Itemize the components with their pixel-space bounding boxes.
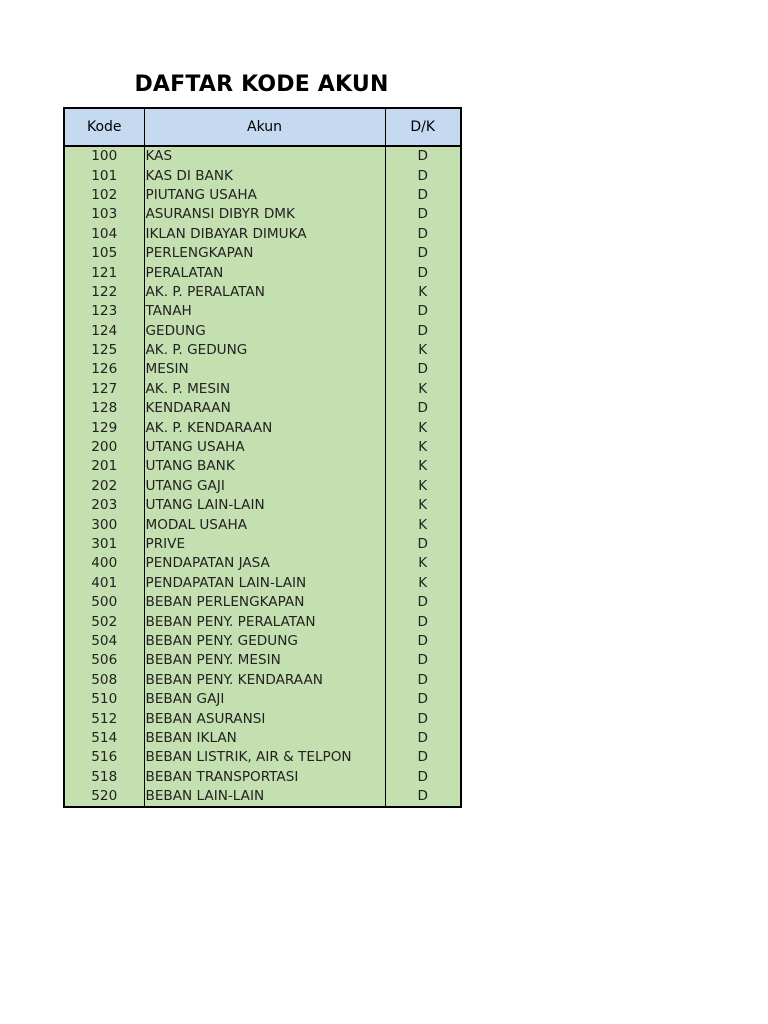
account-name-cell: KENDARAAN — [144, 399, 385, 418]
account-name-cell: BEBAN GAJI — [144, 690, 385, 709]
account-code-cell: 103 — [64, 205, 144, 224]
table-row — [64, 729, 461, 748]
account-name-cell: UTANG LAIN-LAIN — [144, 496, 385, 515]
account-name-cell: AK. P. KENDARAAN — [144, 418, 385, 437]
account-name-cell: AK. P. GEDUNG — [144, 341, 385, 360]
account-code-table — [63, 107, 462, 808]
account-name-cell: BEBAN LAIN-LAIN — [144, 787, 385, 807]
account-code-cell: 125 — [64, 341, 144, 360]
debit-credit-cell: D — [385, 593, 461, 612]
account-code-cell: 301 — [64, 535, 144, 554]
table-row — [64, 225, 461, 244]
debit-credit-cell: K — [385, 283, 461, 302]
table-row — [64, 632, 461, 651]
account-code-cell: 127 — [64, 380, 144, 399]
debit-credit-cell: K — [385, 554, 461, 573]
account-code-cell: 126 — [64, 360, 144, 379]
account-name-cell: PENDAPATAN JASA — [144, 554, 385, 573]
account-name-cell: TANAH — [144, 302, 385, 321]
table-row — [64, 399, 461, 418]
debit-credit-cell: K — [385, 457, 461, 476]
debit-credit-cell: K — [385, 438, 461, 457]
debit-credit-cell: D — [385, 322, 461, 341]
table-row — [64, 612, 461, 631]
account-code-cell: 502 — [64, 612, 144, 631]
debit-credit-cell: D — [385, 244, 461, 263]
debit-credit-cell: D — [385, 535, 461, 554]
account-name-cell: AK. P. MESIN — [144, 380, 385, 399]
account-code-cell: 506 — [64, 651, 144, 670]
account-code-cell: 123 — [64, 302, 144, 321]
account-name-cell: BEBAN PENY. PERALATAN — [144, 612, 385, 631]
account-name-cell: UTANG GAJI — [144, 477, 385, 496]
page-title: DAFTAR KODE AKUN — [134, 72, 389, 97]
table-row — [64, 651, 461, 670]
table-row — [64, 438, 461, 457]
account-code-cell: 102 — [64, 186, 144, 205]
account-name-cell: KAS DI BANK — [144, 166, 385, 185]
account-name-cell: BEBAN PENY. KENDARAAN — [144, 671, 385, 690]
debit-credit-cell: K — [385, 515, 461, 534]
header-dk: D/K — [385, 108, 461, 146]
account-code-cell: 104 — [64, 225, 144, 244]
table-row — [64, 360, 461, 379]
account-code-cell: 520 — [64, 787, 144, 807]
table-row — [64, 671, 461, 690]
account-code-cell: 100 — [64, 146, 144, 166]
table-header — [64, 108, 461, 146]
account-name-cell: PERLENGKAPAN — [144, 244, 385, 263]
table-row — [64, 380, 461, 399]
debit-credit-cell: D — [385, 205, 461, 224]
table-row — [64, 302, 461, 321]
table-row — [64, 709, 461, 728]
table-row — [64, 322, 461, 341]
account-code-cell: 201 — [64, 457, 144, 476]
debit-credit-cell: K — [385, 477, 461, 496]
account-name-cell: GEDUNG — [144, 322, 385, 341]
account-code-cell: 105 — [64, 244, 144, 263]
table-row — [64, 477, 461, 496]
table-row — [64, 574, 461, 593]
debit-credit-cell: K — [385, 418, 461, 437]
table-row — [64, 186, 461, 205]
table-row — [64, 515, 461, 534]
account-name-cell: PERALATAN — [144, 263, 385, 282]
table-row — [64, 554, 461, 573]
account-name-cell: MESIN — [144, 360, 385, 379]
header-row — [64, 108, 461, 146]
debit-credit-cell: D — [385, 166, 461, 185]
account-code-cell: 129 — [64, 418, 144, 437]
table-row — [64, 457, 461, 476]
account-code-cell: 400 — [64, 554, 144, 573]
account-name-cell: UTANG USAHA — [144, 438, 385, 457]
account-code-cell: 300 — [64, 515, 144, 534]
debit-credit-cell: D — [385, 612, 461, 631]
table-row — [64, 166, 461, 185]
table-body — [64, 146, 461, 807]
table-row — [64, 418, 461, 437]
account-name-cell: BEBAN PENY. GEDUNG — [144, 632, 385, 651]
debit-credit-cell: D — [385, 748, 461, 767]
debit-credit-cell: K — [385, 341, 461, 360]
debit-credit-cell: D — [385, 186, 461, 205]
account-code-cell: 122 — [64, 283, 144, 302]
table-row — [64, 496, 461, 515]
account-name-cell: PENDAPATAN LAIN-LAIN — [144, 574, 385, 593]
account-code-cell: 512 — [64, 709, 144, 728]
debit-credit-cell: D — [385, 787, 461, 807]
account-code-cell: 121 — [64, 263, 144, 282]
account-code-cell: 101 — [64, 166, 144, 185]
debit-credit-cell: D — [385, 651, 461, 670]
debit-credit-cell: K — [385, 380, 461, 399]
table-row — [64, 690, 461, 709]
debit-credit-cell: D — [385, 729, 461, 748]
table-row — [64, 263, 461, 282]
account-code-cell: 510 — [64, 690, 144, 709]
debit-credit-cell: D — [385, 399, 461, 418]
debit-credit-cell: D — [385, 302, 461, 321]
debit-credit-cell: D — [385, 225, 461, 244]
account-name-cell: IKLAN DIBAYAR DIMUKA — [144, 225, 385, 244]
account-name-cell: BEBAN TRANSPORTASI — [144, 768, 385, 787]
table-row — [64, 787, 461, 807]
account-name-cell: PIUTANG USAHA — [144, 186, 385, 205]
account-name-cell: BEBAN IKLAN — [144, 729, 385, 748]
debit-credit-cell: D — [385, 263, 461, 282]
debit-credit-cell: D — [385, 709, 461, 728]
table-row — [64, 341, 461, 360]
account-code-cell: 203 — [64, 496, 144, 515]
debit-credit-cell: K — [385, 496, 461, 515]
table-row — [64, 535, 461, 554]
account-code-cell: 401 — [64, 574, 144, 593]
debit-credit-cell: D — [385, 690, 461, 709]
account-name-cell: AK. P. PERALATAN — [144, 283, 385, 302]
table-row — [64, 244, 461, 263]
table-row — [64, 283, 461, 302]
account-name-cell: ASURANSI DIBYR DMK — [144, 205, 385, 224]
account-code-cell: 128 — [64, 399, 144, 418]
table-row — [64, 593, 461, 612]
account-name-cell: BEBAN ASURANSI — [144, 709, 385, 728]
account-name-cell: BEBAN LISTRIK, AIR & TELPON — [144, 748, 385, 767]
account-code-cell: 504 — [64, 632, 144, 651]
account-name-cell: BEBAN PENY. MESIN — [144, 651, 385, 670]
debit-credit-cell: D — [385, 360, 461, 379]
account-name-cell: MODAL USAHA — [144, 515, 385, 534]
account-name-cell: PRIVE — [144, 535, 385, 554]
debit-credit-cell: D — [385, 768, 461, 787]
account-code-cell: 518 — [64, 768, 144, 787]
debit-credit-cell: D — [385, 671, 461, 690]
account-code-cell: 202 — [64, 477, 144, 496]
debit-credit-cell: D — [385, 632, 461, 651]
account-code-cell: 200 — [64, 438, 144, 457]
header-akun: Akun — [144, 108, 385, 146]
table-row — [64, 768, 461, 787]
debit-credit-cell: K — [385, 574, 461, 593]
header-kode: Kode — [64, 108, 144, 146]
account-code-cell: 508 — [64, 671, 144, 690]
account-code-cell: 516 — [64, 748, 144, 767]
account-code-cell: 500 — [64, 593, 144, 612]
table-row — [64, 146, 461, 166]
account-code-cell: 514 — [64, 729, 144, 748]
account-name-cell: UTANG BANK — [144, 457, 385, 476]
account-name-cell: KAS — [144, 146, 385, 166]
account-name-cell: BEBAN PERLENGKAPAN — [144, 593, 385, 612]
table-row — [64, 205, 461, 224]
debit-credit-cell: D — [385, 146, 461, 166]
account-code-cell: 124 — [64, 322, 144, 341]
table-row — [64, 748, 461, 767]
